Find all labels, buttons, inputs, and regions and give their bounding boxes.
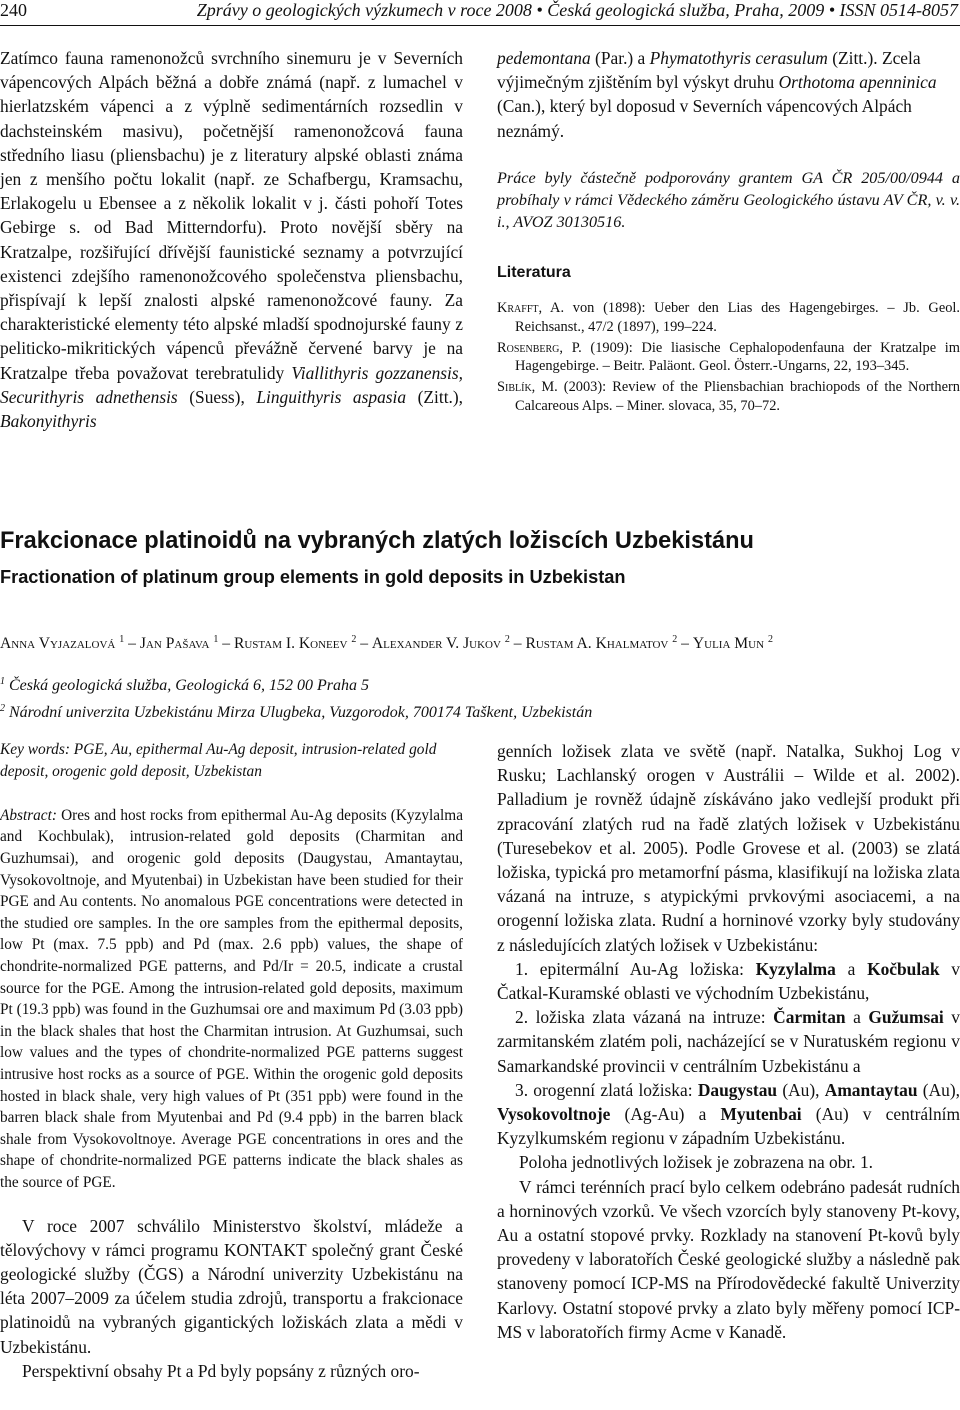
reference-author: Siblík — [497, 379, 532, 396]
prev-article-paragraph — [0, 46, 463, 433]
deposit-name: Čarmitan — [773, 1007, 846, 1028]
deposit-name: Daugystau — [697, 1079, 778, 1100]
list-text: v Čatkal-Kuramské oblasti ve východním Uzbekistánu, — [497, 958, 960, 1004]
author-name: Rustam I. Koneev — [233, 635, 348, 652]
prev-article-right-column — [497, 46, 960, 416]
deposit-list-item — [497, 957, 960, 1005]
affiliations — [0, 670, 960, 724]
list-text: a — [845, 1007, 869, 1028]
reference-text: , M. (2003): Review of the Pliensbachian brachiopods of the Northern Calcareous Alps. – Miner. slovaca, 35, 70–72. — [515, 379, 960, 414]
affiliation-number: 2 — [0, 703, 5, 714]
list-text: 1. epitermální Au-Ag ložiska: — [515, 958, 756, 979]
body-paragraph: V rámci terénních prací bylo celkem odebráno padesát rudních a horninových vzorků. Ve všech vzorcích byly stanoveny Pt-kovy, Au a ostatní stopové prvky. Rozklady na stanovení Pt-kovů byly provedeny v laboratořích České geologické služby a následně pak stanoveny pomocí ICP-MS na Přírodovědecké fakultě Univerzity Karlovy. Ostatní stopové prvky a zlato byly měřeny pomocí ICP-MS v laboratořích firmy Acme v Kanadě. — [497, 1176, 960, 1342]
list-text: v zarmitanském zlatém poli, nacházející se v Nuratuském regionu v Samarkandské provincii v centrálním Uzbekistánu a — [497, 1007, 960, 1076]
deposit-name: Gužumsai — [868, 1007, 944, 1028]
grant-acknowledgement: Práce byly částečně podporovány grantem GA ČR 205/00/0944 a probíhaly v rámci Vědeckého záměru Geologického ústavu AV ČR, v. v. i., AVOZ 30130516. — [497, 168, 960, 231]
affiliation-number: 1 — [0, 676, 5, 687]
author-affiliation-mark: 1 — [119, 634, 125, 645]
authority-text: (Par.) a — [590, 48, 650, 68]
page-number: 240 — [0, 0, 27, 20]
list-text: a — [835, 958, 868, 979]
author-name: Alexander V. Jukov — [371, 635, 501, 652]
affiliation-item — [0, 697, 960, 724]
species-name: pedemontana — [497, 48, 591, 68]
list-text: (Ag-Au) a — [610, 1104, 721, 1125]
body-paragraph: genních ložisek zlata ve světě (např. Natalka, Sukhoj Log v Rusku; Lachlanský orogen v Austrálii – Wilde et al. 2002). Palladium je rovněž údajně získáváno jako vedlejší produkt při zpracování zlatých rud na řadě zlatých ložisek v Uzbekistánu (Turesebekov et al. 2005). Podle Grovese et al. (2003) se zlatá ložiska, typická pro metamorfní pásma, klasifikují na ložiska zlata vázaná na intruze, s atypickými prvkovými asociacemi, a na orogenní ložiska zlata. Rudní a horninové vzorky byly studovány z následujících zlatých ložisek v Uzbekistánu: — [497, 741, 960, 955]
author-affiliation-mark: 1 — [213, 634, 219, 645]
prev-article-continuation — [497, 46, 960, 143]
body-paragraph: V roce 2007 schválilo Ministerstvo školství, mládeže a tělovýchovy v rámci programu KONTAKT společný grant České geologické služby (ČGS) a Národní univerzity Uzbekistánu na léta 2007–2009 za účelem studia zdrojů, transportu a frakcionace platinoidů na vybraných gigantických ložiskách zlata a mědi v Uzbekistánu. — [0, 1215, 463, 1357]
author-affiliation-mark: 2 — [351, 634, 357, 645]
reference-text: , A. von (1898): Ueber den Lias des Hagengebirges. – Jb. Geol. Reichsanst., 47/2 (1897), 199–224. — [515, 300, 960, 335]
deposit-name: Myutenbai — [720, 1104, 802, 1125]
deposit-name: Amantaytau — [824, 1079, 918, 1100]
reference-author: Rosenberg — [497, 339, 560, 356]
author-affiliation-mark: 2 — [767, 634, 773, 645]
paragraph-text: (Can.), který byl doposud v Severních vápencových Alpách neznámý. — [497, 96, 912, 141]
body-paragraph: Poloha jednotlivých ložisek je zobrazena na obr. 1. — [519, 1152, 873, 1173]
species-name: Orthotoma apenninica — [778, 72, 937, 93]
literature-heading: Literatura — [497, 263, 571, 281]
author-line: Anna Vyjazalová $^1$ – Jan Pašava $^1$ – Rustam I. Koneev $^2$ – Alexander V. Jukov $^2$ – Rustam A. Khalmatov $^2$ – Yulia Mun $^2$ — [0, 634, 773, 652]
reference-author: Krafft — [497, 300, 539, 317]
deposit-name: Vysokovoltnoje — [497, 1104, 611, 1125]
article-left-column — [0, 739, 463, 1383]
body-paragraph: Perspektivní obsahy Pt a Pd byly popsány z různých oro- — [22, 1360, 420, 1381]
affiliation-item — [0, 670, 960, 697]
deposit-name: Kyzylalma — [755, 958, 836, 979]
author-affiliation-mark: 2 — [504, 634, 510, 645]
list-text: 3. orogenní zlatá ložiska: — [515, 1079, 698, 1100]
list-text: (Au), — [917, 1079, 960, 1100]
running-title: Zprávy o geologických výzkumech v roce 2008 • Česká geologická služba, Praha, 2009 • ISSN 0514-8057 — [196, 0, 958, 20]
keywords: Key words: PGE, Au, epithermal Au-Ag deposit, intrusion-related gold deposit, orogenic gold deposit, Uzbekistan — [0, 741, 437, 780]
authority-text: (Zitt.), — [406, 386, 464, 407]
deposit-list-item — [497, 1078, 960, 1151]
reference-item — [497, 339, 960, 377]
list-text: (Au) v centrálním Kyzylkumském regionu v západním Uzbekistánu. — [497, 1104, 960, 1149]
author-name: Yulia Mun — [692, 635, 765, 652]
article-subtitle: Fractionation of platinum group elements in gold deposits in Uzbekistan — [0, 567, 626, 587]
list-text: (Au), — [777, 1079, 825, 1100]
species-name: Phymatothyris cerasulum — [649, 48, 828, 68]
header-rule — [0, 25, 960, 26]
species-name: Viallithyris gozzanensis, Securithyris adnethensis — [0, 362, 464, 407]
affiliation-text: Česká geologická služba, Geologická 6, 152 00 Praha 5 — [9, 677, 369, 694]
author-name: Anna Vyjazalová — [0, 635, 116, 652]
authority-text: (Suess), — [177, 386, 257, 407]
species-name: Linguithyris aspasia — [256, 386, 407, 407]
abstract-text: Ores and host rocks from epithermal Au-Ag deposits (Kyzylalma and Kochbulak), intrusion-related gold deposits (Charmitan and Guzhumsai), and orogenic gold deposits (Daugystau, Amantaytau, Vysokovoltnoje, and Myutenbai) in Uzbekistan have been studied for their PGE and Au contents. No anomalous PGE concentrations were detected in the studied ore samples. In the ore samples from the epithermal deposits, low Pt (max. 7.5 ppb) and Pd (max. 2.6 ppb) values, the shape of chondrite-normalized PGE patterns, and Pd/Ir = 20.5, indicate a crustal source for the PGE. Among the intrusion-related gold deposits, maximum Pt (19.3 ppb) was found in the Guzhumsai ore and maximum Pd (3.03 ppb) in the black shales that host the Charmitan intrusion. At Guzhumsai, such low values and the types of chondrite-normalized PGE patterns suggest intrusive host rocks as a source of PGE. Within the orogenic gold deposits hosted in black shale, very high values of Pt (351 ppb) were found in the barren black shale from Myutenbai and Pd (9.4 ppb) in the barren black shale from Vysokovoltnoye. Average PGE concentrations in ores and the shape of chondrite-normalized PGE patterns indicate the black shales as the source of PGE. — [0, 806, 463, 1191]
deposit-name: Kočbulak — [867, 958, 940, 979]
reference-item — [497, 299, 960, 337]
paragraph-text: Zatímco fauna ramenonožců svrchního sinemuru je v Severních vápencových Alpách běžná a dobře známá (např. z lumachel v hierlatzském vápenci a z výplně sedimentárních rozsedlin v dachsteinském masivu), početnější ramenonožcová fauna středního liasu (pliensbachu) je z literatury alpské oblasti známa jen z menšího počtu lokalit (např. ze Schafbergu, Kramsachu, Erlakogelu u Ebensee a z několik lokalit v j. části pohoří Totes Gebirge s. od Bad Mitterndorfu). Proto novější sběry na Kratzalpe, rozšiřující dřívější faunistické seznamy a potvrzující existenci zdejšího ramenonožcového společenstva pliensbachu, přispívají k lepší znalosti alpské ramenonožcové fauny. Za charakteristické elementy této alpské mladší spodnojurské fauny z peliticko-mikritických vápenců převážně červené barvy je na Kratzalpe třeba považovat terebratulidy — [0, 48, 463, 383]
list-text: 2. ložiska zlata vázaná na intruze: — [515, 1007, 774, 1028]
abstract — [0, 805, 463, 1194]
article-right-column — [497, 739, 960, 1344]
deposit-list-item — [497, 1005, 960, 1078]
reference-item — [497, 378, 960, 416]
article-title: Frakcionace platinoidů na vybraných zlatých ložiscích Uzbekistánu — [0, 528, 754, 554]
authority-text: (Zitt.). Zcela výjimečným zjištěním byl výskyt druhu — [497, 48, 921, 93]
prev-article-left-column — [0, 46, 463, 433]
abstract-label: Abstract: — [0, 806, 57, 824]
author-affiliation-mark: 2 — [672, 634, 678, 645]
author-name: Jan Pašava — [139, 635, 210, 652]
running-header — [0, 0, 960, 26]
author-name: Rustam A. Khalmatov — [525, 635, 669, 652]
reference-text: , P. (1909): Die liasische Cephalopodenfauna der Kratzalpe im Hagengebirge. – Beitr. Paläont. Geol. Österr.-Ungarns, 22, 193–345. — [515, 339, 960, 375]
affiliation-text: Národní univerzita Uzbekistánu Mirza Ulugbeka, Vuzgorodok, 700174 Taškent, Uzbekistán — [9, 704, 593, 721]
species-name: Bakonyithyris — [0, 411, 97, 432]
